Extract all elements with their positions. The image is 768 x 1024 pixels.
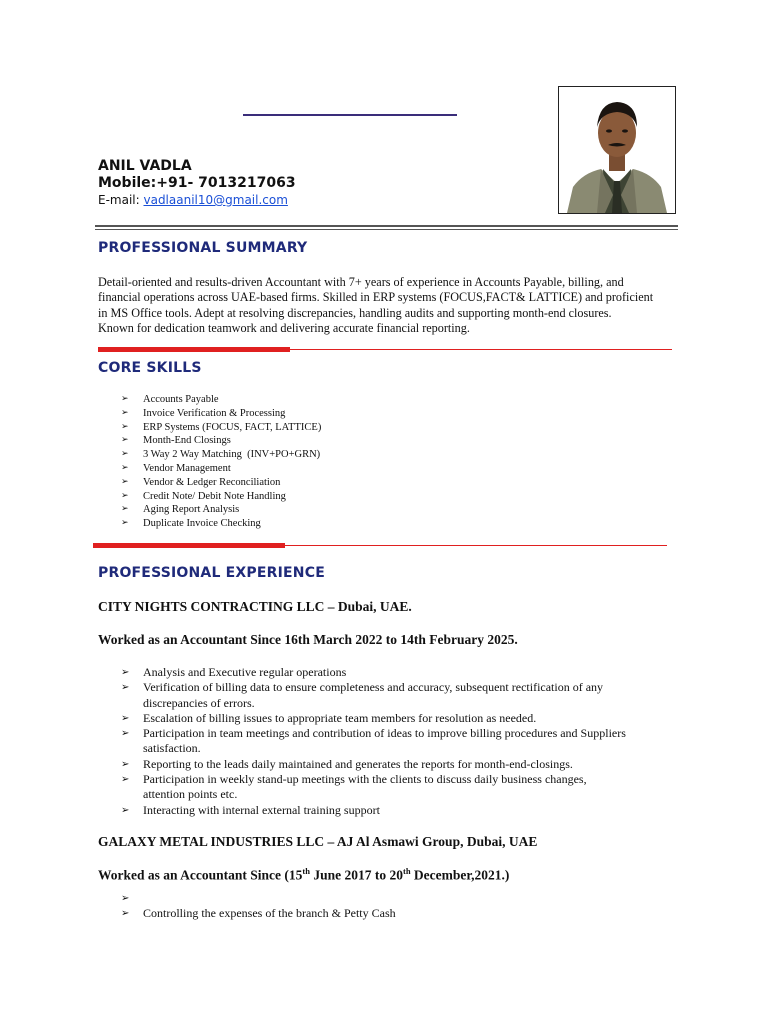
duty-text: Participation in weekly stand-up meetings with the clients to discuss daily business changes, bbox=[143, 772, 587, 787]
arrow-bullet-icon: ➢ bbox=[121, 712, 130, 724]
job2-role-sup: th bbox=[302, 866, 310, 876]
skill-label: Credit Note/ Debit Note Handling bbox=[143, 490, 286, 502]
arrow-bullet-icon: ➢ bbox=[121, 908, 130, 919]
summary-paragraph bbox=[98, 275, 688, 336]
duty-text: Participation in team meetings and contribution of ideas to improve billing procedures and Suppliers bbox=[143, 726, 626, 741]
skill-item bbox=[98, 490, 658, 504]
candidate-name: ANIL VADLA bbox=[98, 158, 192, 174]
skill-label: Duplicate Invoice Checking bbox=[143, 518, 261, 530]
summary-line: Detail-oriented and results-driven Accountant with 7+ years of experience in Accounts Payable, billing, and bbox=[98, 275, 624, 289]
summary-line: Known for dedication teamwork and delivering accurate financial reporting. bbox=[98, 320, 470, 335]
skill-label: Accounts Payable bbox=[143, 394, 219, 405]
section-divider-thick bbox=[98, 347, 290, 352]
job2-company: GALAXY METAL INDUSTRIES LLC – AJ Al Asmawi Group, Dubai, UAE bbox=[98, 834, 538, 849]
job1-company: CITY NIGHTS CONTRACTING LLC – Dubai, UAE. bbox=[98, 599, 412, 614]
arrow-bullet-icon: ➢ bbox=[121, 893, 130, 904]
mobile-number: Mobile:+91- 7013217063 bbox=[98, 175, 296, 191]
duty-item bbox=[98, 803, 698, 818]
arrow-bullet-icon: ➢ bbox=[121, 462, 129, 473]
duty-text: Escalation of billing issues to appropriate team members for resolution as needed. bbox=[143, 710, 537, 725]
skill-item bbox=[98, 476, 658, 490]
summary-line: financial operations across UAE-based firms. Skilled in ERP systems (FOCUS,FACT& LATTICE) and proficient bbox=[98, 290, 654, 305]
duty-item bbox=[98, 665, 698, 680]
job1-role: Worked as an Accountant Since 16th March 2022 to 14th February 2025. bbox=[98, 632, 518, 647]
duty-text: Interacting with internal external training support bbox=[143, 802, 380, 817]
skill-item bbox=[98, 462, 658, 476]
section-divider-thin bbox=[290, 349, 672, 350]
skill-item bbox=[98, 434, 658, 448]
arrow-bullet-icon: ➢ bbox=[121, 449, 129, 460]
skill-item bbox=[98, 448, 658, 462]
skill-label: Aging Report Analysis bbox=[143, 504, 240, 516]
summary-line: in MS Office tools. Adept at resolving discrepancies, handling audits and supporting month-end closures. bbox=[98, 305, 612, 320]
duty-item bbox=[98, 726, 698, 757]
email-line bbox=[98, 192, 296, 209]
arrow-bullet-icon: ➢ bbox=[121, 435, 129, 446]
section-divider-thin bbox=[285, 545, 667, 546]
section-divider-thick bbox=[93, 543, 285, 548]
skill-item bbox=[98, 421, 658, 435]
skill-label: Month-End Closings bbox=[143, 435, 231, 447]
arrow-bullet-icon: ➢ bbox=[121, 394, 129, 404]
duty-text: Analysis and Executive regular operations bbox=[143, 665, 347, 679]
experience-heading: PROFESSIONAL EXPERIENCE bbox=[98, 565, 325, 581]
email-link[interactable]: vadlaanil10@gmail.com bbox=[143, 193, 288, 207]
skill-label: ERP Systems (FOCUS, FACT, LATTICE) bbox=[143, 421, 322, 433]
duty-item bbox=[98, 711, 698, 726]
job2-role-text: December,2021.) bbox=[410, 867, 510, 883]
arrow-bullet-icon: ➢ bbox=[121, 490, 129, 501]
duty-text: Reporting to the leads daily maintained and generates the reports for month-end-closings. bbox=[143, 756, 573, 771]
duty-text: satisfaction. bbox=[143, 741, 201, 756]
arrow-bullet-icon: ➢ bbox=[121, 667, 130, 678]
profile-photo bbox=[558, 86, 676, 214]
skill-item bbox=[98, 393, 658, 407]
duty-item bbox=[98, 891, 698, 906]
arrow-bullet-icon: ➢ bbox=[121, 518, 129, 529]
header-rule bbox=[243, 114, 457, 116]
job2-duties bbox=[98, 891, 698, 921]
duty-text: discrepancies of errors. bbox=[143, 695, 255, 710]
skill-label: Vendor & Ledger Reconciliation bbox=[143, 476, 281, 488]
job2-role-sup: th bbox=[402, 866, 411, 876]
arrow-bullet-icon: ➢ bbox=[121, 758, 130, 770]
arrow-bullet-icon: ➢ bbox=[121, 476, 129, 487]
skill-item bbox=[98, 517, 658, 531]
contact-block bbox=[98, 158, 296, 209]
skill-item bbox=[98, 503, 658, 517]
summary-heading: PROFESSIONAL SUMMARY bbox=[98, 240, 308, 256]
duty-text: Controlling the expenses of the branch & Petty Cash bbox=[143, 906, 396, 920]
duty-text: Verification of billing data to ensure completeness and accuracy, subsequent rectification of any bbox=[143, 680, 604, 695]
skill-label: Vendor Management bbox=[143, 462, 231, 474]
email-label: E-mail: bbox=[98, 193, 144, 207]
header-divider bbox=[95, 225, 678, 230]
skills-list bbox=[98, 393, 658, 531]
arrow-bullet-icon: ➢ bbox=[121, 728, 130, 740]
skill-item bbox=[98, 407, 658, 421]
duty-item bbox=[98, 906, 698, 921]
duty-item bbox=[98, 772, 698, 803]
arrow-bullet-icon: ➢ bbox=[121, 804, 130, 816]
job1-duties bbox=[98, 665, 698, 818]
skill-label: 3 Way 2 Way Matching (INV+PO+GRN) bbox=[143, 449, 321, 461]
arrow-bullet-icon: ➢ bbox=[121, 504, 129, 515]
job2-role-text: June 2017 to 20 bbox=[309, 867, 403, 883]
skills-heading: CORE SKILLS bbox=[98, 360, 202, 376]
duty-text: attention points etc. bbox=[143, 787, 238, 802]
arrow-bullet-icon: ➢ bbox=[121, 682, 130, 694]
job2-role bbox=[98, 866, 509, 884]
duty-item bbox=[98, 757, 698, 772]
job2-role-text: Worked as an Accountant Since (15 bbox=[98, 867, 303, 883]
skill-label: Invoice Verification & Processing bbox=[143, 407, 286, 419]
duty-item bbox=[98, 680, 698, 711]
arrow-bullet-icon: ➢ bbox=[121, 407, 129, 418]
arrow-bullet-icon: ➢ bbox=[121, 421, 129, 432]
arrow-bullet-icon: ➢ bbox=[121, 774, 130, 786]
